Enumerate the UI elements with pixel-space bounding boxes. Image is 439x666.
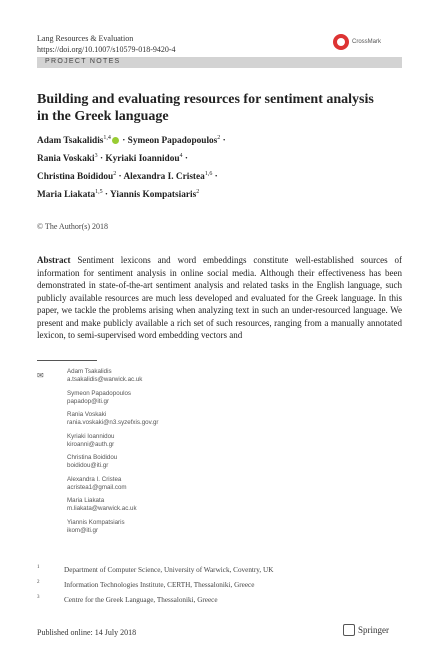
crossmark-badge[interactable]	[333, 32, 393, 52]
author-name[interactable]: Adam Tsakalidis	[37, 136, 104, 147]
abstract-text: Sentiment lexicons and word embeddings constitute well-established sources of information for sentiment analysis in online social media. Although their effectiveness has been demonstrated in state-of-the-art sentiment analysis and related tasks in the English language, such publicly available resources are much less developed and evaluated for the Greek language. In this paper, we tackle the problems arising when analyzing text in such an under-resourced language. We present and make publicly available a rich set of such resources, ranging from a manually annotated lexicon, to semi-supervised word embedding vectors and	[37, 255, 403, 340]
contact-entry	[67, 497, 137, 513]
contact-email[interactable]: kiroanni@auth.gr	[67, 440, 115, 448]
author-affiliation-marker: 2	[217, 135, 221, 141]
doi-link[interactable]: https://doi.org/10.1007/s10579-018-9420-4	[37, 45, 176, 54]
contact-email[interactable]: papadop@iti.gr	[67, 397, 110, 405]
springer-icon	[343, 624, 355, 636]
author-name[interactable]: Alexandra I. Cristea	[123, 172, 205, 183]
crossmark-icon	[333, 34, 349, 50]
publisher-logo	[343, 624, 389, 636]
contact-name: Symeon Papadopoulos	[67, 389, 131, 397]
contact-email[interactable]: ikom@iti.gr	[67, 526, 99, 534]
contact-name: Yiannis Kompatsiaris	[67, 518, 125, 526]
contact-email[interactable]: boididou@iti.gr	[67, 462, 109, 469]
affiliation-number: 1	[37, 565, 40, 570]
author-affiliation-marker: 1,6	[204, 171, 213, 178]
contact-email[interactable]: m.liakata@warwick.ac.uk	[67, 505, 137, 512]
contact-entry	[67, 454, 117, 470]
contact-name: Rania Voskaki	[67, 411, 107, 418]
author-list: Adam Tsakalidis$^{1,4}$ · Symeon Papadopoulos$^2$ · Rania Voskaki$^3$ · Kyriaki Ioannidou$^4$ · Christina Boididou$^2$ · Alexandra I. Cristea$^{1,6}$ · Maria Liakata$^{1,5}$ · Yiannis Kompatsiaris$^2$	[37, 135, 226, 201]
contact-entry	[67, 433, 114, 449]
envelope-icon: ✉	[37, 371, 44, 380]
author-affiliation-marker: 3	[94, 153, 98, 160]
contact-name: Alexandra I. Cristea	[67, 475, 122, 483]
contact-entry	[67, 519, 125, 535]
author-affiliation-marker: 2	[196, 189, 200, 196]
affiliation-number: 2	[37, 580, 40, 585]
author-name[interactable]: Christina Boididou	[37, 172, 114, 183]
journal-header	[37, 33, 176, 55]
orcid-icon[interactable]	[112, 137, 119, 144]
journal-name: Lang Resources & Evaluation	[37, 34, 134, 43]
footnote-rule	[37, 360, 97, 361]
affiliation-number: 3	[37, 595, 40, 600]
affiliation-text: Information Technologies Institute, CERTH, Thessaloniki, Greece	[64, 581, 255, 589]
contact-entry	[67, 476, 127, 492]
author-affiliation-marker: 1,5	[95, 189, 103, 196]
author-affiliation-marker: 1,4	[103, 135, 111, 141]
crossmark-label: CrossMark	[352, 39, 382, 45]
copyright: © The Author(s) 2018	[37, 222, 109, 231]
abstract-label: Abstract	[37, 255, 71, 265]
affiliation-text: Department of Computer Science, University of Warwick, Coventry, UK	[64, 566, 274, 574]
contact-name: Kyriaki Ioannidou	[67, 432, 115, 440]
paper-title: Building and evaluating resources for sentiment analysis in the Greek language	[37, 92, 374, 124]
abstract	[37, 254, 402, 342]
contact-email[interactable]: acristea1@gmail.com	[67, 483, 127, 491]
contact-entry	[67, 368, 142, 384]
author-name[interactable]: Rania Voskaki	[37, 154, 95, 165]
publisher-name: Springer	[358, 625, 389, 635]
author-name[interactable]: Symeon Papadopoulos	[127, 136, 218, 147]
contact-email[interactable]: rania.voskaki@n3.syzefxis.gov.gr	[67, 419, 159, 426]
contact-entry	[67, 390, 131, 406]
author-name[interactable]: Maria Liakata	[37, 190, 96, 201]
contact-name: Christina Boididou	[67, 454, 118, 461]
author-affiliation-marker: 4	[179, 153, 183, 160]
contact-email[interactable]: a.tsakalidis@warwick.ac.uk	[67, 376, 143, 383]
contact-entry	[67, 411, 158, 427]
contact-name: Maria Liakata	[67, 497, 105, 504]
author-name[interactable]: Kyriaki Ioannidou	[105, 154, 180, 165]
published-date: Published online: 14 July 2018	[37, 628, 137, 637]
author-affiliation-marker: 2	[113, 171, 117, 178]
contact-name: Adam Tsakalidis	[67, 368, 112, 375]
author-name[interactable]: Yiannis Kompatsiaris	[110, 190, 197, 201]
section-label: PROJECT NOTES	[45, 58, 121, 65]
affiliation-text: Centre for the Greek Language, Thessaloniki, Greece	[64, 596, 218, 604]
